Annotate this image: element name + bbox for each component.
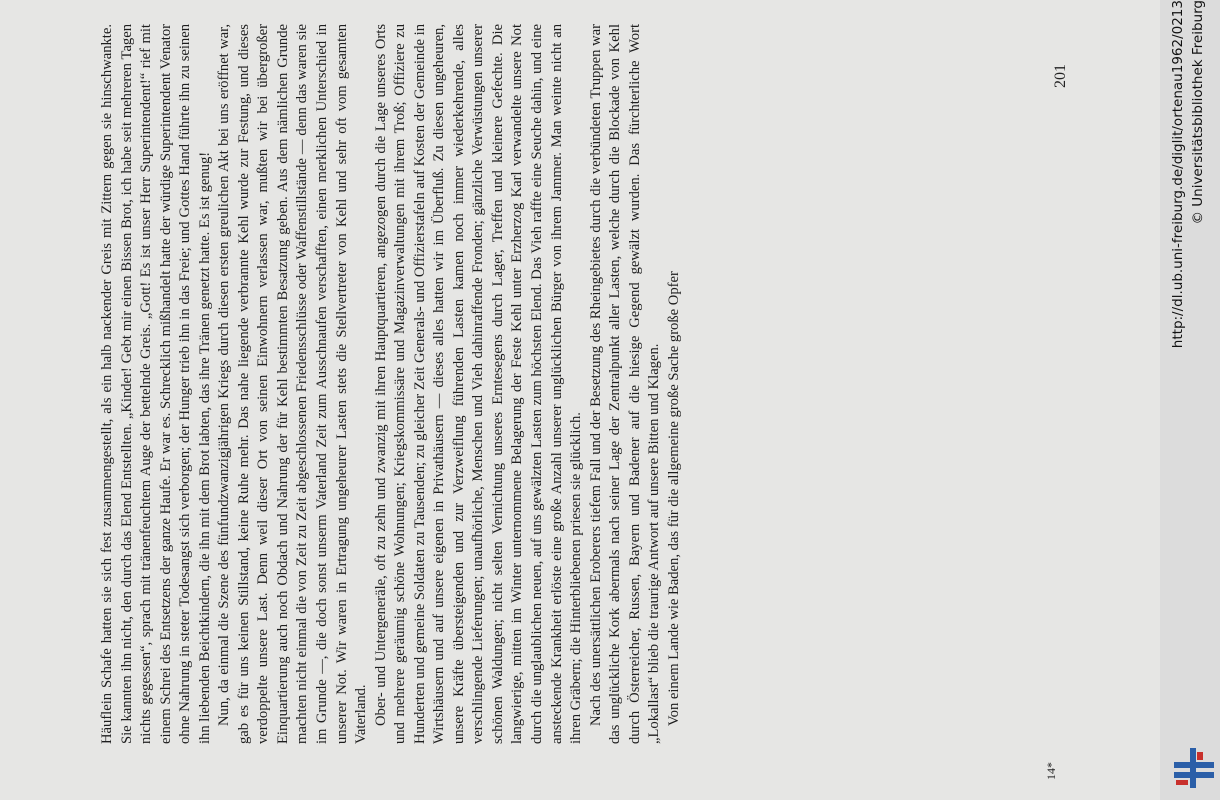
logo-graphic xyxy=(1172,748,1216,788)
body-text xyxy=(98,24,684,744)
ub-freiburg-logo-icon xyxy=(1172,748,1216,788)
signature-mark: 14* xyxy=(1044,762,1058,780)
page-number: 201 xyxy=(1052,64,1069,88)
paragraph-3: Ober- und Untergeneräle, oft zu zehn und zwanzig mit ihren Hauptquartieren, angezogen durch die Lage unseres Orts und mehrere geräumig schöne Wohnungen; Kriegskommissäre und Magazinverwaltungen mit ihrem Troß; Offiziere zu Hunderten und gemeine Soldaten zu Tausenden; zu gleicher Zeit Generals- und Offizierstafeln auf Kosten der Gemeinde in Wirtshäusern und auf unsere eigenen in Privathäusern — dieses alles hatten wir im Überfluß. Zu diesen ungeheuren, unsere Kräfte übersteigenden und zur Verzweiflung führenden Lasten kamen noch immer wiederkehrende, alles verschlingende Lieferungen; unaufhörliche, Menschen und Vieh dahinraffende Fronden; gänzliche Verwüstungen unserer schönen Waldungen; nicht selten Vernichtung unseres Erntesegens durch Lager, Treffen und kleinere Gefechte. Die langwierige, mitten im Winter unternommene Belagerung der Feste Kehl unter Erzherzog Karl verwandelte unsere Not durch die unglaublichen neuen, auf uns gewälzten Lasten zum höchsten Elend. Das Vieh raffte eine Seuche dahin, und eine ansteckende Krankheit erlöste eine große Anzahl unserer unglücklichen Bürger von ihrem Jammer. Man weinte nicht an ihren Gräbern; die Hinterbliebenen priesen sie glücklich. xyxy=(372,24,585,744)
source-url-link[interactable]: http://dl.ub.uni-freiburg.de/diglit/ortenau1962/0213 xyxy=(1170,0,1186,349)
copyright-notice: © Universitätsbibliothek Freiburg xyxy=(1190,0,1206,225)
paragraph-5: Von einem Lande wie Baden, das für die allgemeine große Sache große Opfer xyxy=(665,271,682,726)
paragraph-1: Häuflein Schafe hatten sie sich fest zusammengestellt, als ein halb nackender Greis mit Zittern gegen sie hinschwankte. Sie kannten ihn nicht, den durch das Elend Entstellten. „Kinder! Gebt mir einen Bissen Brot, ich habe seit mehreren Tagen nichts gegessen“, sprach mit tränenfeuchtem Auge der bettelnde Greis. „Gott! Es ist unser Herr Superintendent!“ rief mit einem Schrei des Entsetzens der ganze Haufe. Er war es. Schrecklich mißhandelt hatte der würdige Superintendent Venator ohne Nahrung in steter Todesangst sich verborgen; der Hunger trieb ihn in das Freie; und Gottes Hand führte ihn zu seinen ihn liebenden Beichtkindern, die ihn mit dem Brot labten, das ihre Tränen genetzt hatte. Es ist genug! xyxy=(99,24,213,744)
paragraph-4: Nach des unersättlichen Eroberers tiefem Fall und der Besetzung des Rheingebietes durch die verbündeten Truppen war das unglückliche Kork abermals nach seiner Lage der Zentralpunkt aller Lasten, welche durch die Blockade von Kehl durch Österreicher, Russen, Bayern und Badener auf die hiesige Gegend gewälzt wurden. Das fürchterliche Wort „Lokallast“ blieb die traurige Antwort auf unsere Bitten und Klagen. xyxy=(587,24,663,744)
sidebar-rotated xyxy=(1160,0,1220,740)
paragraph-2: Nun, da einmal die Szene des fünfundzwanzigjährigen Kriegs durch diesen ersten greulichen Akt bei uns eröffnet war, gab es für uns keinen Stillstand, keine Ruhe mehr. Das nahe liegende verbrannte Kehl wurde zur Festung, und dieses verdoppelte unsere Last. Denn weil dieser Ort von seinen Einwohnern verlassen war, mußten wir bei übergroßer Einquartierung auch noch Obdach und Nahrung der für Kehl bestimmten Besatzung geben. Aus dem nämlichen Grunde machten nicht einmal die von Zeit zu Zeit abgeschlossenen Friedensschlüsse oder Waffenstillstände — denn das waren sie im Grunde —, die doch sonst unserm Vaterland Zeit zum Ausschnaufen verschafften, einen merklichen Unterschied in unserer Not. Wir waren in Ertragung ungeheurer Lasten stets die Stellvertreter von Kehl und sehr oft vom gesamten Vaterland. xyxy=(216,24,370,744)
library-sidebar xyxy=(1160,0,1220,800)
